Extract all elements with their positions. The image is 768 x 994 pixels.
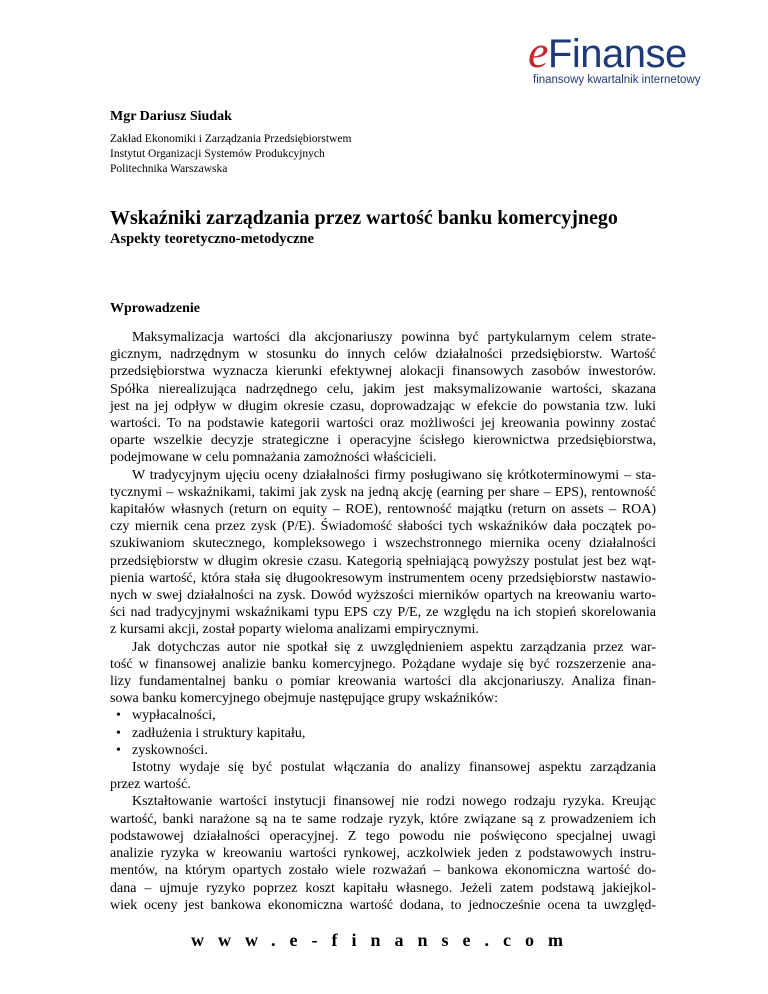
text-line: nych w swej działalności na zysk. Dowód wyższości mierników opartych na kreowaniu warto- xyxy=(110,588,656,604)
efinanse-logo[interactable] xyxy=(528,26,718,92)
logo-tagline: finansowy kwartalnik internetowy xyxy=(533,74,701,86)
text-line: przez wartość. xyxy=(110,777,191,793)
logo-wordmark xyxy=(528,26,687,77)
text-line: podstawowej działalności operacyjnej. Z tego powodu nie poświęcono specjalnej uwagi xyxy=(110,828,656,844)
author-block xyxy=(110,108,351,177)
article-body xyxy=(110,329,656,914)
section-heading: Wprowadzenie xyxy=(110,301,200,316)
bullet-item: • zadłużenia i struktury kapitału, xyxy=(110,725,656,742)
text-line: wiek oceny jest bankowa ekonomiczna wartość dodana, to jednocześnie ocena ta uwzględ- xyxy=(110,897,656,913)
logo-word: Finanse xyxy=(547,32,687,76)
text-line: przedsiębiorstw w długim okresie czasu. Kategorią spełniającą powyższy postulat jest bez wąt- xyxy=(110,553,656,569)
logo-e-letter: e xyxy=(528,26,548,77)
text-line: Istotny wydaje się być postulat włączania do analizy finansowej aspektu zarządzania xyxy=(132,760,656,776)
text-line: analizie ryzyka w kreowaniu wartości rynkowej, aczkolwiek jeden z podstawowych instru- xyxy=(110,846,656,862)
text-line: wartość, banki narażone są na te same rodzaje ryzyk, które związane są z prowadzeniem ich xyxy=(110,811,656,827)
text-line: szukiwaniom skutecznego, kompleksowego i wszechstronnego miernika oceny działalności xyxy=(110,536,656,552)
text-line: sowa banku komercyjnego obejmuje następujące grupy wskaźników: xyxy=(110,691,499,707)
affiliation-line: Instytut Organizacji Systemów Produkcyjnych xyxy=(110,148,325,160)
title-block xyxy=(110,206,618,248)
text-line: pienia wartość, która stała się długookresowym instrumentem oceny przedsiębiorstw nastawio- xyxy=(110,570,656,586)
footer-url[interactable]: www.e-finanse.com xyxy=(191,930,577,950)
text-line: dana – ujmuje ryzyko poprzez koszt kapitału własnego. Jeżeli zatem podstawą jakiejkol- xyxy=(110,880,656,896)
text-line: Kształtowanie wartości instytucji finansowej nie rodzi nowego rodzaju ryzyka. Kreując xyxy=(132,794,656,810)
affiliation-line: Politechnika Warszawska xyxy=(110,163,228,175)
text-line: W tradycyjnym ujęciu oceny działalności firmy posługiwano się krótkoterminowymi – sta- xyxy=(132,467,656,483)
text-line: czy miernik cena przez zysk (P/E). Świadomość słabości tych wskaźników dała początek po- xyxy=(110,519,656,535)
text-line: jest na jej odpływ w długim okresie czasu, doprowadzając w efekcie do powstania tzw. luki xyxy=(110,398,656,414)
author-name: Mgr Dariusz Siudak xyxy=(110,109,232,124)
text-line: przedsiębiorstwa wyznacza kierunki efektywnej alokacji finansowych zasobów inwestorów. xyxy=(110,364,656,380)
article-subtitle: Aspekty teoretyczno-metodyczne xyxy=(110,231,314,247)
text-line: Spółka nierealizująca nadrzędnego celu, jakim jest maksymalizowanie wartości, skazana xyxy=(110,381,656,397)
affiliation xyxy=(110,132,351,177)
text-line: wartości. To na podstawie kategorii wartości oraz możliwości jej kreowania powinny zostać xyxy=(110,416,656,432)
text-line: tość w finansowej analizie banku komercyjnego. Pożądane wydaje się być rozszerzenie ana- xyxy=(110,656,656,672)
text-line: podejmowane w celu pomnażania zamożności właścicieli. xyxy=(110,450,437,466)
text-line: kapitałów własnych (return on equity – ROE), rentowność majątku (return on assets – ROA) xyxy=(110,502,656,518)
text-line: ści nad tradycyjnymi wskaźnikami typu EPS czy P/E, ze względu na ich stopień skorelowania xyxy=(110,605,656,621)
bullet-item: • wypłacalności, xyxy=(110,707,656,724)
text-line: Jak dotychczas autor nie spotkał się z uwzględnieniem aspektu zarządzania przez war- xyxy=(132,639,656,655)
bullet-item: • zyskowności. xyxy=(110,742,656,759)
text-line: oparte wszelkie decyzje strategiczne i operacyjne ścisłego kierownictwa przedsiębiorstwa, xyxy=(110,433,656,449)
affiliation-line: Zakład Ekonomiki i Zarządzania Przedsiębiorstwem xyxy=(110,133,352,145)
text-line: tycznymi – wskaźnikami, takimi jak zysk na jedną akcję (earning per share – EPS), rentowność xyxy=(110,484,656,500)
article-title: Wskaźniki zarządzania przez wartość banku komercyjnego xyxy=(110,207,618,229)
text-line: lizy fundamentalnej banku o pomiar kreowania wartości dla akcjonariuszy. Analiza finan- xyxy=(110,674,656,690)
text-line: gicznym, nadrzędnym w stosunku do innych celów działalności przedsiębiorstw. Wartość xyxy=(110,347,656,363)
text-line: Maksymalizacja wartości dla akcjonariuszy powinna być partykularnym celem strate- xyxy=(132,330,656,345)
text-line: z kursami akcji, został poparty wieloma analizami empirycznymi. xyxy=(110,622,479,638)
text-line: mentów, na którym opartych zostało wiele rozważań – bankowa ekonomiczna wartość do- xyxy=(110,863,656,879)
